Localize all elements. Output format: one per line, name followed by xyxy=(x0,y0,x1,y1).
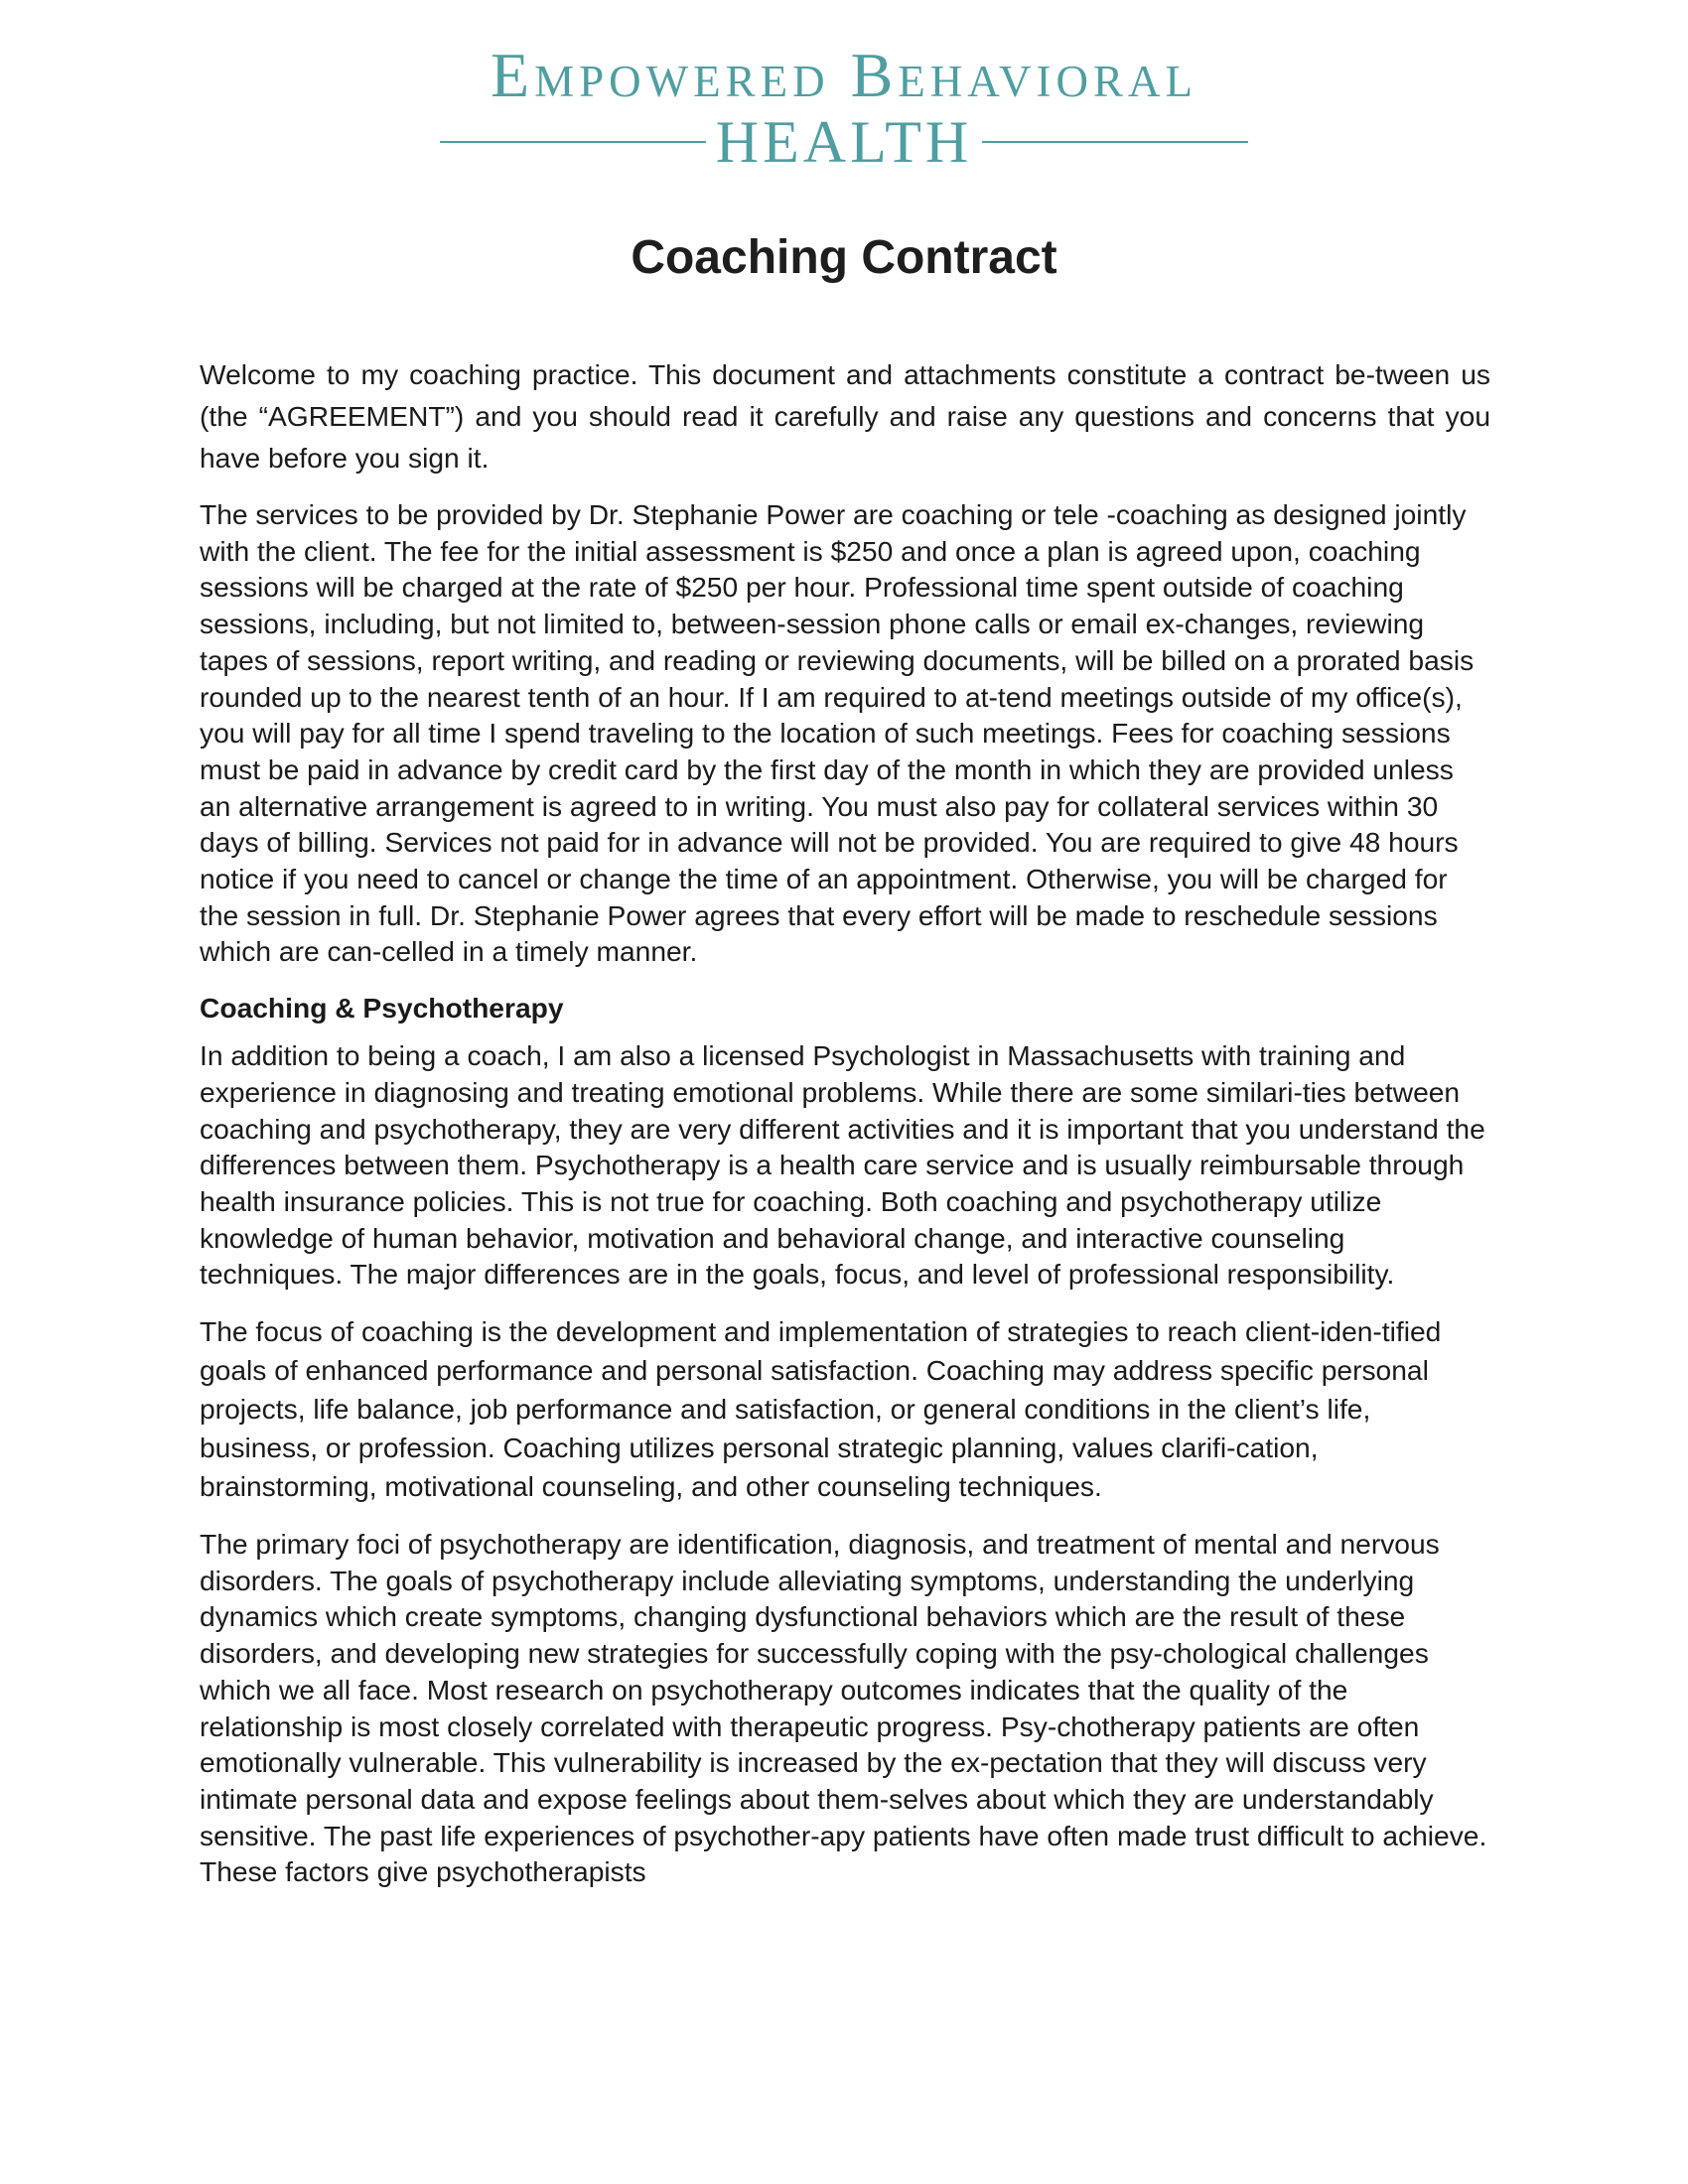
logo-rule-right xyxy=(982,141,1248,143)
coaching-focus-paragraph: The focus of coaching is the development and implementation of strategies to reach client-iden-tified goals of enhanced performance and personal satisfaction. Coaching may address specific personal projects, life balance, job performance and satisfaction, or general conditions in the client’s life, business, or profession. Coaching utilizes personal strategic planning, values clarifi-cation, brainstorming, motivational counseling, and other counseling techniques. xyxy=(200,1315,1442,1503)
logo-line1: Empowered Behavioral xyxy=(491,40,1197,110)
logo xyxy=(0,40,1688,175)
logo-line2: HEALTH xyxy=(715,109,973,175)
psychotherapy-foci-paragraph: The primary foci of psychotherapy are identification, diagnosis, and treatment of mental and nervous disorders. The goals of psychotherapy include alleviating symptoms, understanding the underlying dynamics which create symptoms, changing dysfunctional behaviors which are the result of these disorders, and developing new strategies for successfully coping with the psy-chological challenges which we all face. Most research on psychotherapy outcomes indicates that the quality of the relationship is most closely correlated with therapeutic progress. Psy-chotherapy patients are often emotionally vulnerable. This vulnerability is increased by the ex-pectation that they will discuss very intimate personal data and expose feelings about them-selves about which they are understandably sensitive. The past life experiences of psychother-apy patients have often made trust difficult to achieve. These factors give psychotherapists xyxy=(200,1528,1487,1888)
logo-rule-left xyxy=(440,141,706,143)
coaching-psychotherapy-paragraph: In addition to being a coach, I am also a licensed Psychologist in Massachusetts with training and experience in diagnosing and treating emotional problems. While there are some similari-ties between coaching and psychotherapy, they are very different activities and it is important that you understand the differences between them. Psychotherapy is a health care service and is usually reimbursable through health insurance policies. This is not true for coaching. Both coaching and psychotherapy utilize knowledge of human behavior, motivation and behavioral change, and interactive counseling techniques. The major differences are in the goals, focus, and level of professional responsibility. xyxy=(200,1039,1485,1291)
intro-paragraph: Welcome to my coaching practice. This document and attachments constitute a contract be-tween us (the “AGREEMENT”) and you should read it carefully and raise any questions and concerns that you have before you sign it. xyxy=(200,358,1490,474)
section-heading: Coaching & Psychotherapy xyxy=(200,992,564,1024)
document-body xyxy=(200,353,1490,1910)
logo-row2 xyxy=(0,109,1688,175)
services-paragraph: The services to be provided by Dr. Stephanie Power are coaching or tele -coaching as designed jointly with the client. The fee for the initial assessment is $250 and once a plan is agreed upon, coaching sessions will be charged at the rate of $250 per hour. Professional time spent outside of coaching sessions, including, but not limited to, between-session phone calls or email ex-changes, reviewing tapes of sessions, report writing, and reading or reviewing documents, will be billed on a prorated basis rounded up to the nearest tenth of an hour. If I am required to at-tend meetings outside of my office(s), you will pay for all time I spend traveling to the location of such meetings. Fees for coaching sessions must be paid in advance by credit card by the first day of the month in which they are provided unless an alternative arrangement is agreed to in writing. You must also pay for collateral services within 30 days of billing. Services not paid for in advance will not be provided. You are required to give 48 hours notice if you need to cancel or change the time of an appointment. Otherwise, you will be charged for the session in full. Dr. Stephanie Power agrees that every effort will be made to reschedule sessions which are can-celled in a timely manner. xyxy=(200,498,1475,968)
page-title: Coaching Contract xyxy=(631,231,1057,284)
